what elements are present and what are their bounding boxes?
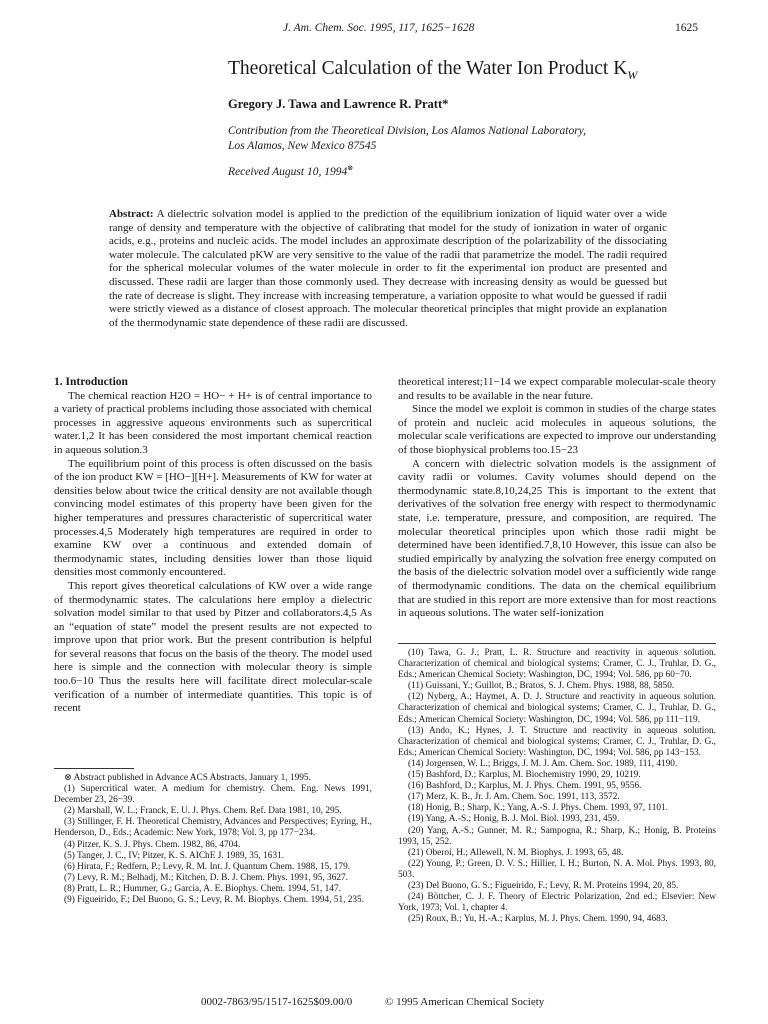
authors: Gregory J. Tawa and Lawrence R. Pratt* — [228, 97, 449, 111]
paragraph: Since the model we exploit is common in studies of the charge states of protein and nucleic acid molecules in aqueous solutions, the molecular scale verifications are expected to improve our understanding of those biophysical problems too.15−23 — [398, 403, 716, 456]
reference: (23) Del Buono, G. S.; Figueirido, F.; Levy, R. M. Proteins 1994, 20, 85. — [408, 880, 679, 891]
received-text: Received August 10, 1994 — [228, 166, 348, 178]
reference: (16) Bashford, D.; Karplus, M. J. Phys. Chem. 1991, 95, 9556. — [408, 781, 642, 792]
reference: (12) Nyberg, A.; Haymet, A. D. J. Structure and reactivity in aqueous solution. Characterization of chemical and biological systems; Cramer, C. J., Truhlar, D. G., Eds.; American Chemical Society: Washington, DC, 1994; Vol. 586, pp 111−119. — [398, 692, 716, 725]
reference: (17) Merz, K. B., Jr. J. Am. Chem. Soc. 1991, 113, 3572. — [408, 792, 620, 803]
left-footnotes — [54, 773, 372, 906]
reference: (14) Jorgensen, W. L.; Briggs, J. M. J. Am. Chem. Soc. 1989, 111, 4190. — [408, 758, 678, 769]
reference: (13) Ando, K.; Hynes, J. T. Structure and reactivity in aqueous solution. Characterization of chemical and biological systems; Cramer, C. J., Truhlar, D. G., Eds.; American Chemical Society: Washington, DC, 1994; Vol. 586, pp 143−153. — [398, 725, 716, 758]
affiliation-line-2: Los Alamos, New Mexico 87545 — [228, 140, 377, 152]
right-references — [398, 648, 716, 925]
reference: (21) Oberoi, H.; Allewell, N. M. Biophys. J. 1993, 65, 48. — [408, 847, 624, 858]
paragraph: The equilibrium point of this process is often discussed on the basis of the ion product KW = [HO−][H+]. Measurements of KW for water at densities below about twice the critical density are not available though convincing model estimates of this property have been given for the higher temperatures and pressures characteristic of supercritical water processes.4,5 Moderately high temperatures are required in order to examine KW over a continuous and extended domain of thermodynamic states, including densities lower than those liquid densities most commonly encountered. — [54, 457, 372, 579]
reference: (19) Yang, A.-S.; Honig, B. J. Mol. Biol. 1993, 231, 459. — [408, 814, 620, 825]
footnote: ⊗ Abstract published in Advance ACS Abstracts, January 1, 1995. — [64, 773, 311, 783]
paragraph: The chemical reaction H2O = HO− + H+ is of central importance to a variety of practical problems including those associated with chemical processes in aggressive aqueous environments such as supercritical water.1,2 It has been considered the most important chemical reaction in aqueous solution.3 — [54, 389, 372, 456]
reference: (10) Tawa, G. J.; Pratt, L. R. Structure and reactivity in aqueous solution. Characterization of chemical and biological systems; Cramer, C. J., Truhlar, D. G., Eds.; American Chemical Society: Washington, DC, 1994; Vol. 586, pp 60−70. — [398, 648, 716, 681]
footnote: (6) Hirata, F.; Redfern, P.; Levy, R. M. Int. J. Quantum Chem. 1988, 15, 179. — [64, 861, 351, 872]
affiliation — [228, 124, 648, 154]
abstract-label: Abstract: — [109, 208, 154, 220]
footnote: (2) Marshall, W. L.; Franck, E. U. J. Phys. Chem. Ref. Data 1981, 10, 295. — [64, 806, 342, 817]
footnote: (9) Figueirido, F.; Del Buono, G. S.; Levy, R. M. Biophys. Chem. 1994, 51, 235. — [64, 895, 365, 906]
references-divider — [398, 643, 716, 644]
footnote: (8) Pratt, L. R.; Hummer, G.; Garcia, A. E. Biophys. Chem. 1994, 51, 147. — [64, 883, 341, 894]
footnote: (7) Levy, R. M.; Belhadj, M.; Kitchen, D. B. J. Chem. Phys. 1991, 95, 3627. — [64, 872, 348, 883]
footnote: (1) Supercritical water. A medium for chemistry. Chem. Eng. News 1991, December 23, 26−39. — [54, 784, 372, 806]
footer-issn-code: 0002-7863/95/1517-1625$09.00/0 — [201, 996, 353, 1008]
abstract-marker-icon: ⊗ — [347, 164, 354, 173]
reference: (20) Yang, A.-S.; Gunner, M. R.; Sampogna, R.; Sharp, K.; Honig, B. Proteins 1993, 15, 252. — [398, 825, 716, 847]
footnote: (3) Stillinger, F. H. Theoretical Chemistry, Advances and Perspectives; Eyring, H., Henderson, D., Eds.; Academic: New York, 1978; Vol. 3, pp 177−234. — [54, 817, 372, 839]
footnote: (4) Pitzer, K. S. J. Phys. Chem. 1982, 86, 4704. — [64, 839, 241, 850]
received-date — [228, 166, 353, 178]
affiliation-line-1: Contribution from the Theoretical Division, Los Alamos National Laboratory, — [228, 125, 587, 137]
reference: (25) Roux, B.; Yu, H.-A.; Karplus, M. J. Phys. Chem. 1990, 94, 4683. — [408, 914, 668, 925]
section-heading: 1. Introduction — [54, 376, 128, 388]
reference: (22) Young, P.; Green, D. V. S.; Hillier, I. H.; Burton, N. A. Mol. Phys. 1993, 80, 503. — [398, 858, 716, 880]
paragraph: theoretical interest;11−14 we expect comparable molecular-scale theory and results to be available in the near future. — [398, 376, 716, 402]
title-subscript: W — [627, 67, 638, 82]
left-column — [54, 376, 372, 716]
footnote: (5) Tanger, J. C., IV; Pitzer, K. S. AIChE J. 1989, 35, 1631. — [64, 850, 285, 861]
journal-citation: J. Am. Chem. Soc. 1995, 117, 1625−1628 — [283, 22, 475, 34]
reference: (18) Honig, B.; Sharp, K.; Yang, A.-S. J. Phys. Chem. 1993, 97, 1101. — [408, 803, 668, 814]
abstract — [109, 208, 667, 330]
title-text: Theoretical Calculation of the Water Ion Product K — [228, 58, 628, 79]
abstract-text: A dielectric solvation model is applied to the prediction of the equilibrium ionization of liquid water over a wide range of density and temperature with the objective of calibrating that model for the study of ionization in water of organic acids, e.g., proteins and nucleic acids. The model includes an approximate description of the polarizability of the dissociating water molecule. The calculated pKW are very sensitive to the value of the radii that parametrize the model. The radii required for the spherical molecular volumes of the water molecule in order to fit the experimental ion product are presented and discussed. These radii are larger than those commonly used. They decrease with increasing density as would be guessed but the rate of decrease is slight. They increase with increasing temperature, a variation opposite to what would be guessed if radii were strictly viewed as a distance of closest approach. The molecular theoretical principles that might provide an explanation of the thermodynamic state dependence of these radii are discussed. — [109, 208, 667, 329]
footer-copyright: © 1995 American Chemical Society — [385, 996, 545, 1008]
paragraph: This report gives theoretical calculations of KW over a wide range of thermodynamic states. The calculations here employ a dielectric solvation model similar to that used by Pitzer and collaborators.4,5 As an “equation of state” model the present results are not expected to improve upon that prior work. But the present contribution is helpful for several reasons that focus on the basis of the theory. The model used here is simple and the connection with molecular theory is simple too.6−10 Thus the results here will facilitate direct molecular-scale verification of a number of intermediate quantities. This topic is of recent — [54, 579, 372, 715]
paragraph: A concern with dielectric solvation models is the assignment of cavity radii or volumes. Cavity volumes should depend on the thermodynamic state.8,10,24,25 This is important to the extent that derivatives of the solvation free energy with respect to thermodynamic state, i.e. temperature, pressure, and composition, are required. The molecular theoretical principles upon which those radii might be determined have been identified.7,8,10 However, this issue can also be studied empirically by analyzing the solvation free energy computed on the basis of the dielectric solvation model over a sufficiently wide range of thermodynamic conditions. The data on the chemical equilibrium that are studied in this report are more extensive than for most reactions in aqueous solutions. The water self-ionization — [398, 457, 716, 620]
page-number: 1625 — [675, 22, 698, 34]
footnote-divider — [54, 768, 134, 769]
reference: (24) Böttcher, C. J. F. Theory of Electric Polarization, 2nd ed.; Elsevier: New York, 1973; Vol. 1, chapter 4. — [398, 892, 716, 914]
reference: (15) Bashford, D.; Karplus, M. Biochemistry 1990, 29, 10219. — [408, 770, 641, 781]
paper-title — [228, 58, 637, 83]
reference: (11) Guissani, Y.; Guillot, B.; Bratos, S. J. Chem. Phys. 1988, 88, 5850. — [408, 681, 675, 692]
right-column — [398, 376, 716, 621]
